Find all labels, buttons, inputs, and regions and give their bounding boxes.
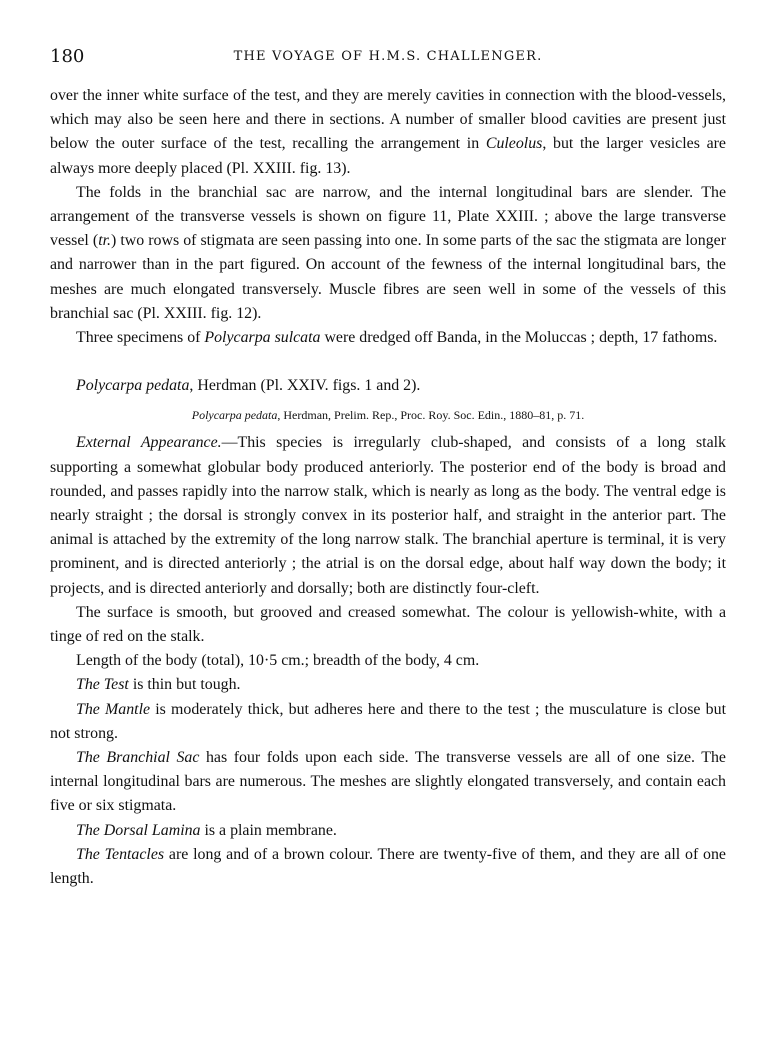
- paragraph-external-appearance: External Appearance.—This species is irregularly club-shaped, and consists of a long stalk supporting a somewhat globular body produced anteriorly. The posterior end of the body is broad and rounded, and passes rapidly into the narrow stalk, which is nearly as long as the body. The ventral edge is nearly straight ; the dorsal is strongly convex in its posterior half, and straight in the anterior part. The animal is attached by the extremity of the long narrow stalk. The branchial aperture is terminal, it is very prominent, and is directed anteriorly ; the atrial is on the dorsal edge, about half way down the body; it projects, and is directed anteriorly and dorsally; both are distinctly four-cleft.: [50, 434, 726, 597]
- paragraph-length: Length of the body (total), 10·5 cm.; breadth of the body, 4 cm.: [76, 652, 480, 670]
- reference-line: Polycarpa pedata, Herdman, Prelim. Rep., Proc. Roy. Soc. Edin., 1880–81, p. 71.: [191, 408, 585, 423]
- page-number: 180: [50, 46, 85, 67]
- paragraph-3: Three specimens of Polycarpa sulcata were dredged off Banda, in the Moluccas ; depth, 17 fathoms.: [76, 329, 718, 347]
- paragraph-2: The folds in the branchial sac are narrow, and the internal longitudinal bars are slender. The arrangement of the transverse vessels is shown on figure 11, Plate XXIII. ; above the large transverse vessel (tr.) two rows of stigmata are seen passing into one. In some parts of the sac the stigmata are longer and narrower than in the part figured. On account of the fewness of the internal longitudinal bars, the meshes are much elongated transversely. Muscle fibres are seen well in some of the vessels of this branchial sac (Pl. XXIII. fig. 12).: [50, 183, 726, 322]
- page-header: [50, 46, 726, 70]
- body-text: [50, 84, 726, 891]
- species-heading: Polycarpa pedata, Herdman (Pl. XXIV. figs. 1 and 2).: [76, 377, 421, 395]
- paragraph-mantle: The Mantle is moderately thick, but adheres here and there to the test ; the musculature is close but not strong.: [50, 700, 726, 742]
- running-title: THE VOYAGE OF H.M.S. CHALLENGER.: [233, 49, 543, 64]
- paragraph-test: The Test is thin but tough.: [76, 676, 241, 694]
- paragraph-dorsal-lamina: The Dorsal Lamina is a plain membrane.: [76, 821, 337, 839]
- paragraph-surface: The surface is smooth, but grooved and creased somewhat. The colour is yellowish-white, with a tinge of red on the stalk.: [50, 603, 726, 646]
- paragraph-branchial-sac: The Branchial Sac has four folds upon each side. The transverse vessels are all of one size. The internal longitudinal bars are numerous. The meshes are slightly elongated transversely, and contain each five or six stigmata.: [50, 749, 726, 815]
- paragraph-1: over the inner white surface of the test, and they are merely cavities in connection with the blood-vessels, which may also be seen here and there in sections. A number of smaller blood cavities are present just below the outer surface of the test, recalling the arrangement in Culeolus, but the larger vesicles are always more deeply placed (Pl. XXIII. fig. 13).: [50, 87, 726, 177]
- paragraph-tentacles: The Tentacles are long and of a brown colour. There are twenty-five of them, and they are all of one length.: [50, 845, 726, 888]
